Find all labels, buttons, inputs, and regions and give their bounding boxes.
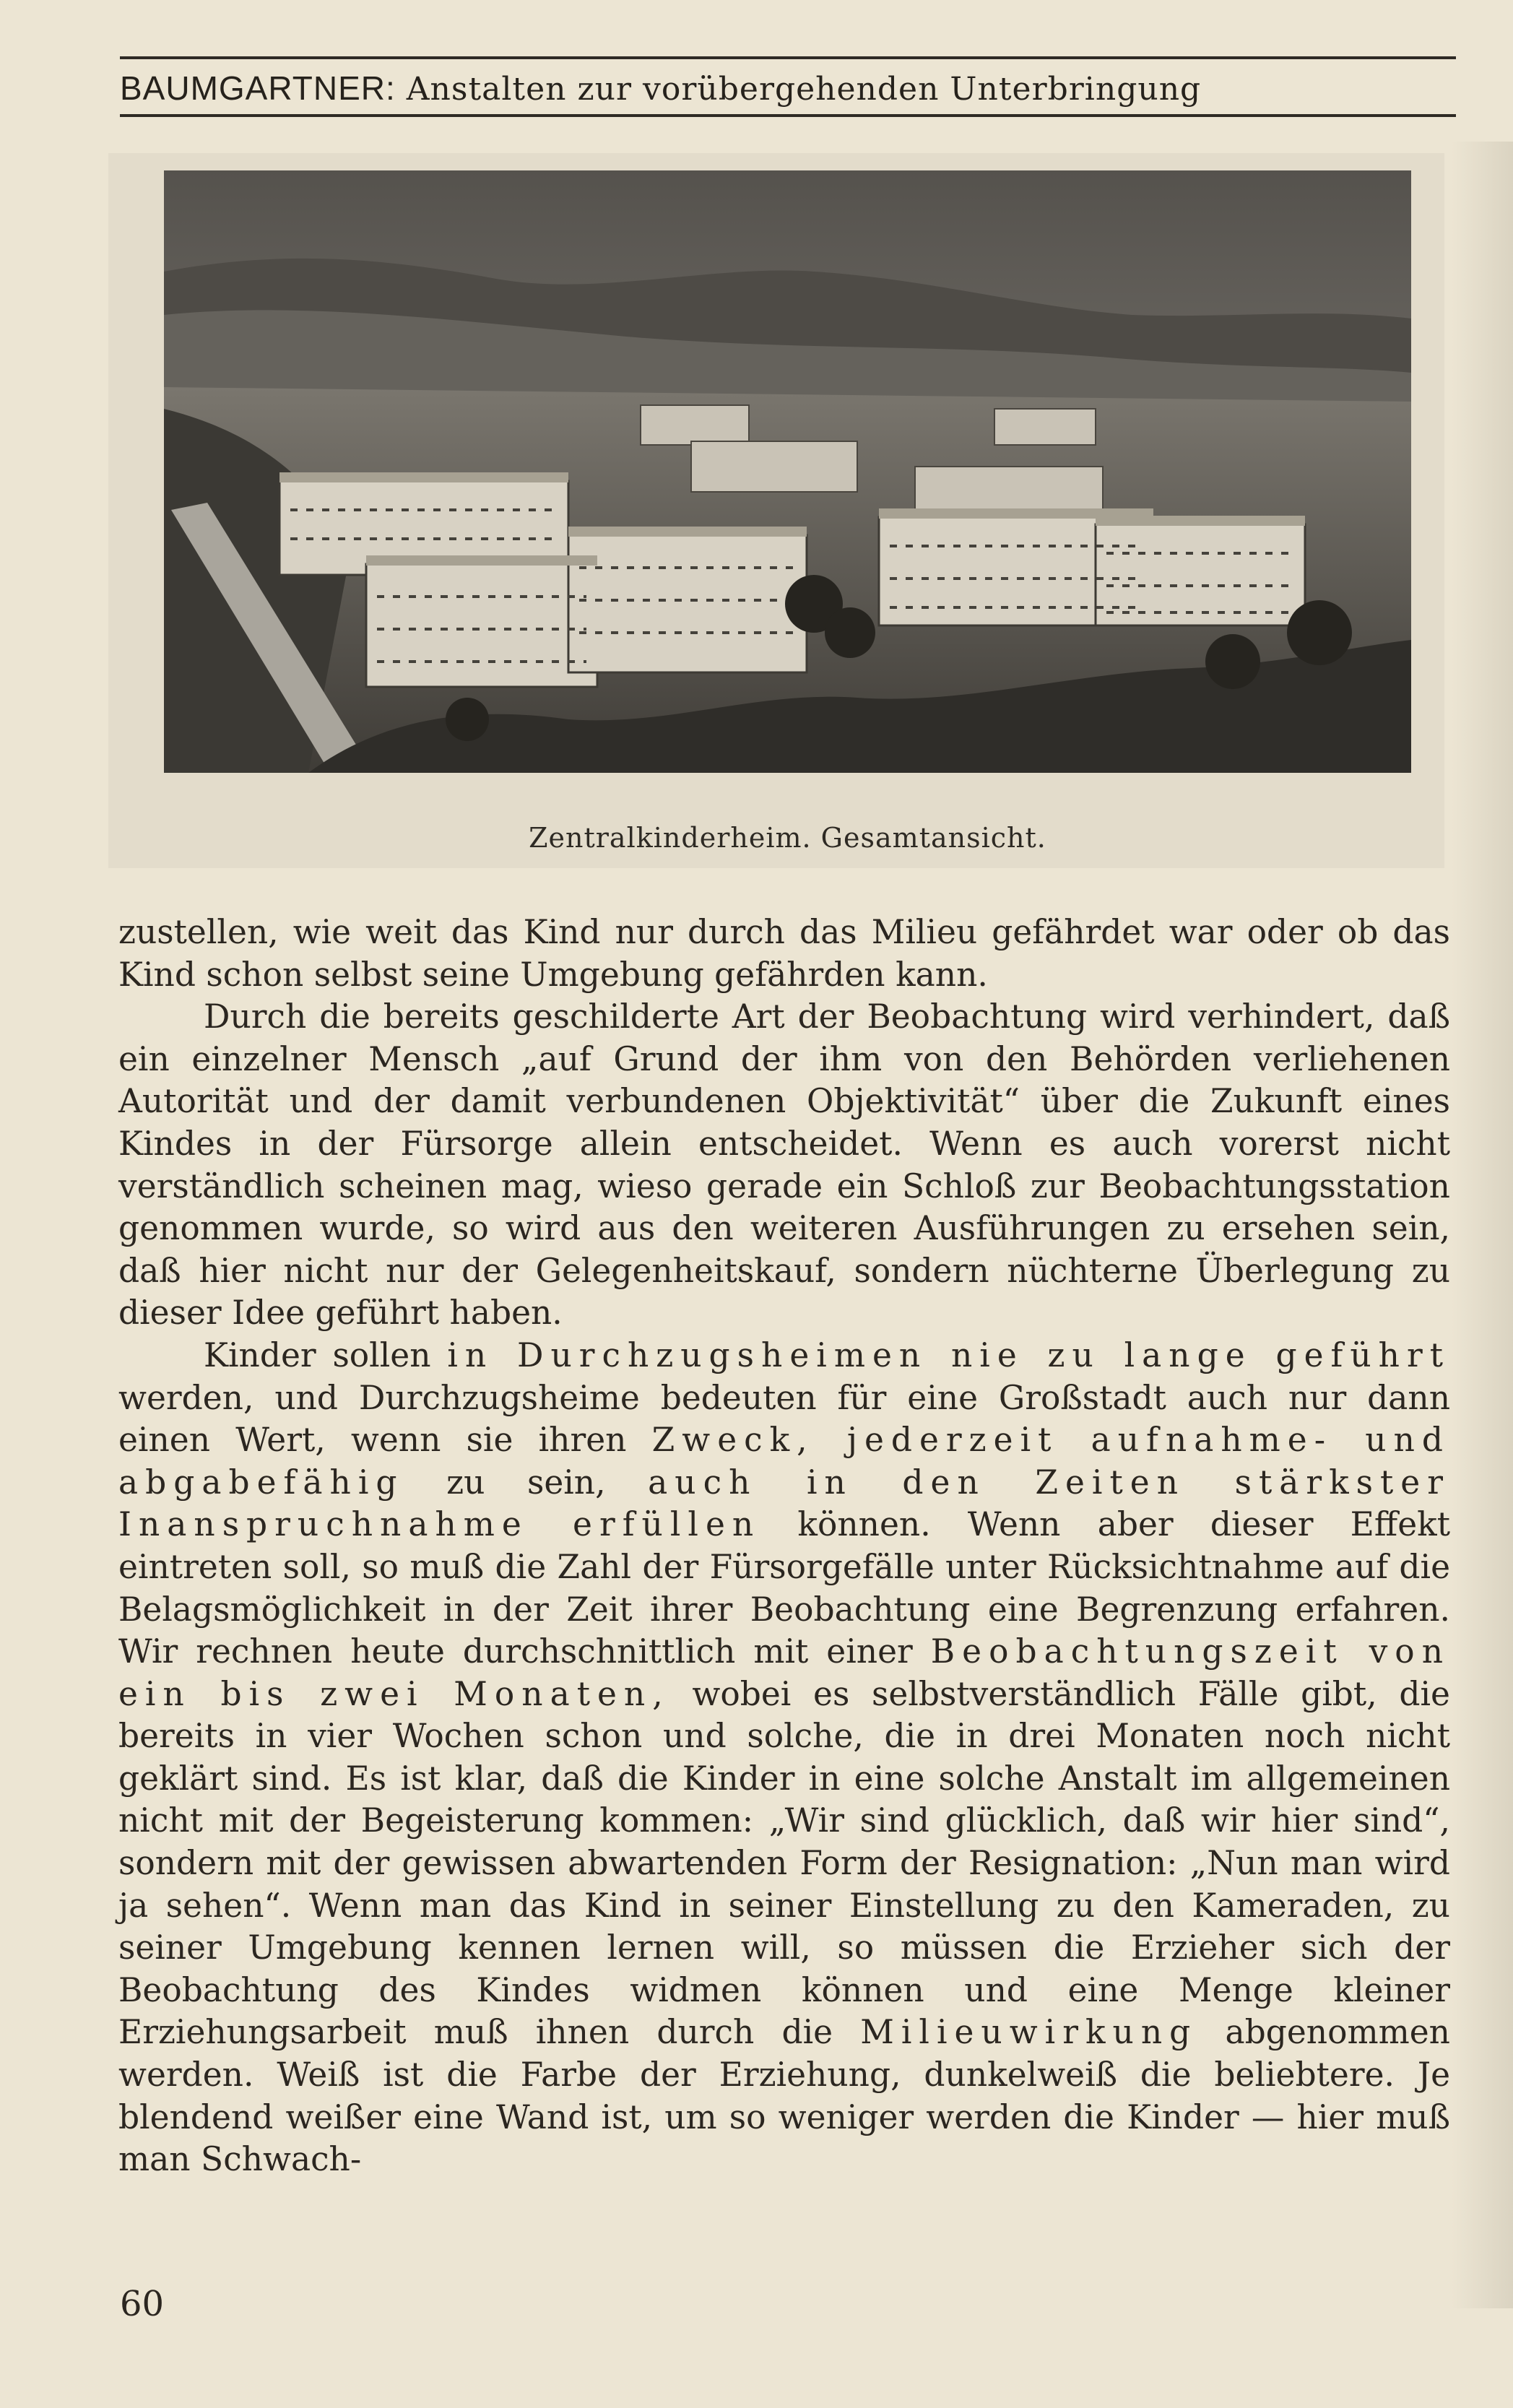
p3-seg: zu sein, (404, 1463, 649, 1502)
p3-seg: werden, und Durchzugsheime bedeuten für eine Großstadt auch nur dann einen Wert, wenn sie ihren (118, 1378, 1450, 1460)
page-number: 60 (120, 2284, 165, 2324)
p3-seg: wobei es selbstverständlich Fälle gibt, die bereits in vier Wochen schon und solche, die in drei Monaten noch nicht geklärt sind. Es ist klar, daß die Kinder in eine solche Anstalt im allgemeinen nicht mit der Begeisterung kommen: „Wir sind glücklich, daß wir hier sind“, sondern mit der gewissen abwartenden Form der Resignation: „Nun man wird ja sehen“. Wenn man das Kind in seiner Einstellung zu den Kameraden, zu seiner Umgebung kennen lernen will, so müssen die Erzieher sich der Beobachtung des Kindes widmen können und eine Menge kleiner Erziehungsarbeit muß ihnen durch die (118, 1674, 1450, 2052)
paragraph-3 (118, 1335, 1450, 2181)
running-head-author: BAUMGARTNER: (120, 69, 396, 107)
running-head-title: Anstalten zur vorübergehenden Unterbringung (395, 71, 1202, 108)
paragraph-1: zustellen, wie weit das Kind nur durch das Milieu gefährdet war oder ob das Kind schon selbst seine Umgebung gefährden kann. (118, 913, 1450, 994)
p3-seg-spaced: Milieuwirkung (860, 2013, 1198, 2052)
p3-seg: abgenommen werden. Weiß ist die Farbe der Erziehung, dunkelweiß die beliebtere. Je blendend weißer eine Wand ist, um so weniger werden die Kinder — hier muß man Schwach- (118, 2013, 1450, 2179)
aerial-photo (164, 170, 1411, 773)
p3-seg: können. Wenn aber dieser Effekt eintreten soll, so muß die Zahl der Fürsorgefälle unter Rücksichtnahme auf die Belagsmöglichkeit in der Zeit ihrer Beobachtung eine Begrenzung erfahren. Wir rechnen heute durchschnittlich mit einer (118, 1505, 1450, 1671)
header-rule-bottom (120, 114, 1456, 117)
bleed-through-margin (1452, 142, 1513, 2308)
p3-seg: Kinder sollen (204, 1335, 448, 1374)
p3-seg-spaced: in Durchzugsheimen nie zu lange geführt (447, 1335, 1450, 1374)
running-head (120, 68, 1456, 110)
body-text (118, 911, 1450, 2181)
figure-caption: Zentralkinderheim. Gesamtansicht. (529, 822, 1046, 854)
p3-seg-spaced: Beobachtungszeit von ein bis zwei Monaten, (118, 1632, 1450, 1713)
paragraph-2: Durch die bereits geschilderte Art der Beobachtung wird verhindert, daß ein einzelner Mensch „auf Grund der ihm von den Behörden verliehenen Autorität und der damit verbundenen Objektivität“ über die Zukunft eines Kindes in der Fürsorge allein entscheidet. Wenn es auch vorerst nicht verständlich scheinen mag, wieso gerade ein Schloß zur Beobachtungsstation genommen wurde, so wird aus den weiteren Ausführungen zu ersehen sein, daß hier nicht nur der Gelegenheitskauf, sondern nüchterne Überlegung zu dieser Idee geführt haben. (118, 997, 1450, 1333)
p3-seg-spaced: auch in den Zeiten stärkster Inanspruchnahme erfüllen (118, 1463, 1450, 1544)
header-rule-top (120, 56, 1456, 59)
p3-seg-spaced: Zweck, jederzeit aufnahme- und abgabefähig (118, 1421, 1450, 1502)
